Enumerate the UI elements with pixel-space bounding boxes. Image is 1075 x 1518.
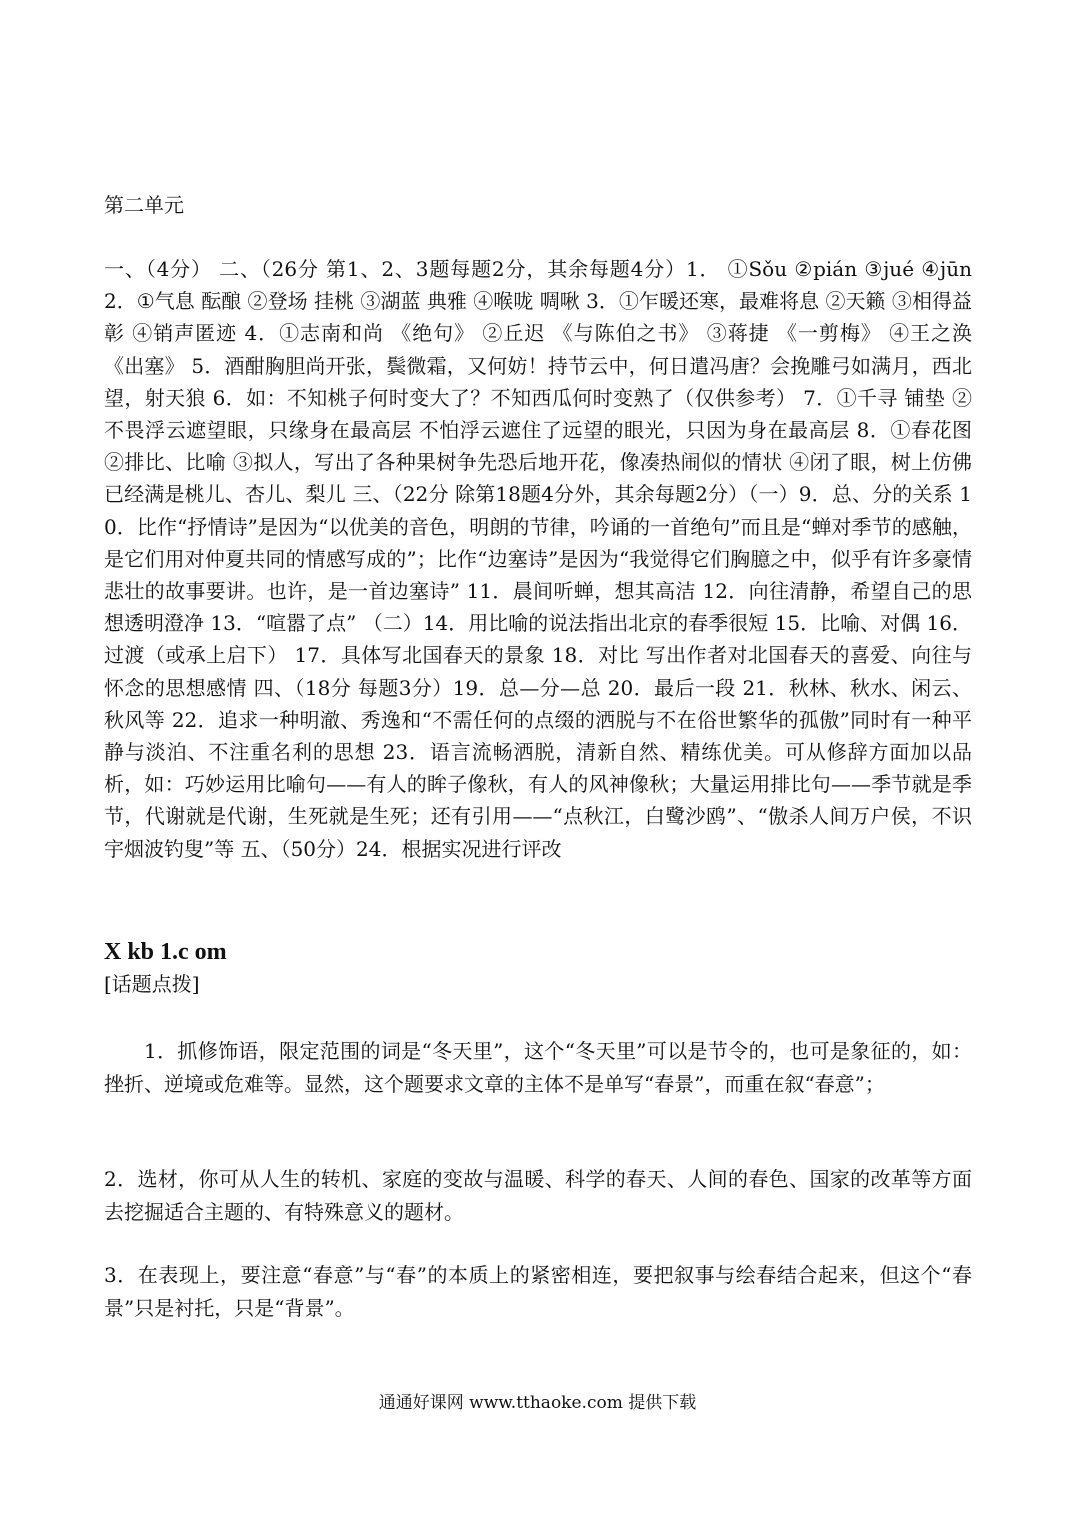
unit-title: 第二单元 — [104, 193, 184, 217]
topic-tip-1: 1．抓修饰语，限定范围的词是“冬天里”，这个“冬天里”可以是节令的，也可是象征的，如：挫折、逆境或危难等。显然，这个题要求文章的主体不是单写“春景”，而重在叙“春意”； — [104, 1039, 972, 1096]
topic-heading: [话题点拨] — [104, 972, 200, 996]
page-footer: 通通好课网 www.tthaoke.com 提供下载 — [378, 1393, 697, 1413]
topic-tip-2: 2．选材，你可从人生的转机、家庭的变故与温暖、科学的春天、人间的春色、国家的改革等方面去挖掘适合主题的、有特殊意义的题材。 — [104, 1167, 972, 1224]
topic-tip-3: 3．在表现上，要注意“春意”与“春”的本质上的紧密相连，要把叙事与绘春结合起来，但这个“春景”只是衬托，只是“背景”。 — [104, 1263, 972, 1320]
answer-key-paragraph: 一、（4分） 二、（26分 第1、2、3题每题2分，其余每题4分）1． ①Sǒu ②pián ③jué ④jūn 2．①气息 酝酿 ②登场 挂桃 ③湖蓝 典雅 ④喉咙 啁啾 3．①乍暖还寒，最难将息 ②天籁 ③相得益彰 ④销声匿迹 4．①志南和尚 《绝句》 ②丘迟 《与陈伯之书》 ③蒋捷 《一剪梅》 ④王之涣 《出塞》 5．酒酣胸胆尚开张，鬓微霜，又何妨！持节云中，何日遣冯唐？会挽雕弓如满月，西北望，射天狼 6．如：不知桃子何时变大了？不知西瓜何时变熟了（仅供参考） 7．①千寻 铺垫 ②不畏浮云遮望眼，只缘身在最高层 不怕浮云遮住了远望的眼光，只因为身在最高层 8．①春花图 ②排比、比喻 ③拟人，写出了各种果树争先恐后地开花，像凑热闹似的情状 ④闭了眼，树上仿佛已经满是桃儿、杏儿、梨儿 三、（22分 除第18题4分外，其余每题2分）（一）9．总、分的关系 10．比作“抒情诗”是因为“以优美的音色，明朗的节律，吟诵的一首绝句”而且是“蝉对季节的感触，是它们用对仲夏共同的情感写成的”；比作“边塞诗”是因为“我觉得它们胸臆之中，似乎有许多豪情悲壮的故事要讲。也许，是一首边塞诗” 11．晨间听蝉，想其高洁 12．向往清静，希望自己的思想透明澄净 13．“喧嚣了点” （二）14．用比喻的说法指出北京的春季很短 15．比喻、对偶 16．过渡（或承上启下） 17．具体写北国春天的景象 18．对比 写出作者对北国春天的喜爱、向往与怀念的思想感情 四、（18分 每题3分）19．总—分—总 20．最后一段 21．秋林、秋水、闲云、秋风等 22．追求一种明澈、秀逸和“不需任何的点缀的洒脱与不在俗世繁华的孤傲”同时有一种平静与淡泊、不注重名利的思想 23．语言流畅洒脱，清新自然、精练优美。可从修辞方面加以品析，如：巧妙运用比喻句——有人的眸子像秋，有人的风神像秋；大量运用排比句——季节就是季节，代谢就是代谢，生死就是生死；还有引用——“点秋江，白鹭沙鸥”、“傲杀人间万户侯，不识宇烟波钓叟”等 五、（50分）24．根据实况进行评改 — [104, 257, 972, 861]
watermark-text: X kb 1.c om — [104, 939, 227, 965]
